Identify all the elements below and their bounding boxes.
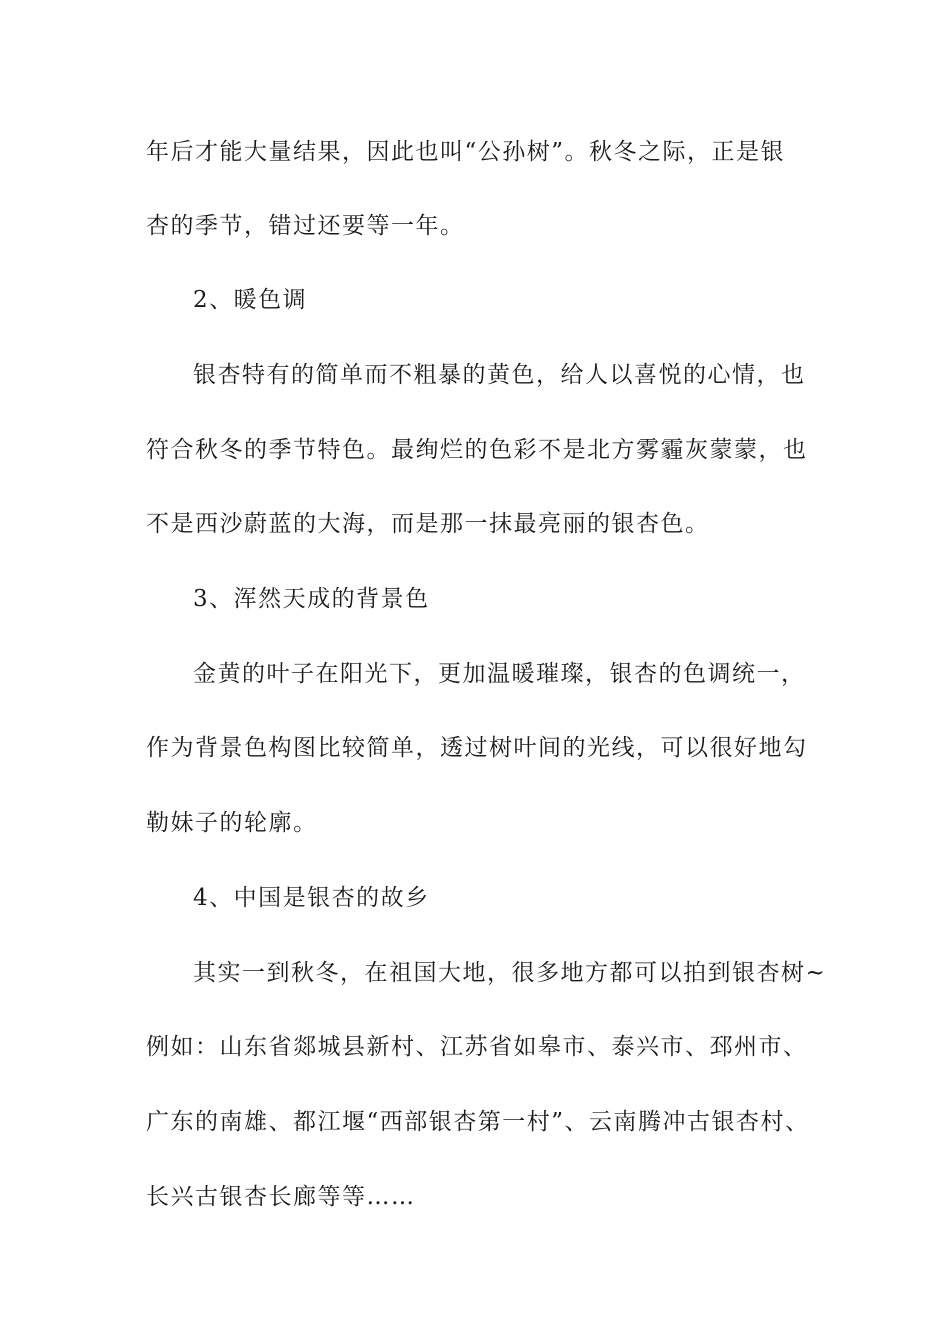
paragraph-line: 符合秋冬的季节特色。最绚烂的色彩不是北方雾霾灰蒙蒙，也: [146, 437, 808, 463]
section-heading: 2、暖色调: [193, 287, 308, 313]
section-heading: 3、浑然天成的背景色: [193, 586, 430, 612]
paragraph-line: 其实一到秋冬，在祖国大地，很多地方都可以拍到银杏树~: [193, 960, 827, 986]
paragraph-line: 勒妹子的轮廓。: [146, 810, 318, 836]
paragraph-line: 不是西沙蔚蓝的大海，而是那一抹最亮丽的银杏色。: [146, 511, 710, 537]
paragraph-line: 例如：山东省郯城县新村、江苏省如皋市、泰兴市、邳州市、: [146, 1034, 808, 1060]
paragraph-line: 杏的季节，错过还要等一年。: [146, 213, 465, 239]
paragraph-line: 年后才能大量结果，因此也叫“公孙树”。秋冬之际，正是银: [146, 139, 786, 165]
paragraph-line: 金黄的叶子在阳光下，更加温暖璀璨，银杏的色调统一，: [193, 661, 806, 687]
paragraph-line: 作为背景色构图比较简单，透过树叶间的光线，可以很好地勾: [146, 735, 808, 761]
paragraph-line: 银杏特有的简单而不粗暴的黄色，给人以喜悦的心情，也: [193, 362, 806, 388]
paragraph-line: 广东的南雄、都江堰“西部银杏第一村”、云南腾冲古银杏村、: [146, 1109, 810, 1135]
section-heading: 4、中国是银杏的故乡: [193, 885, 430, 911]
paragraph-line: 长兴古银杏长廊等等……: [146, 1184, 416, 1210]
